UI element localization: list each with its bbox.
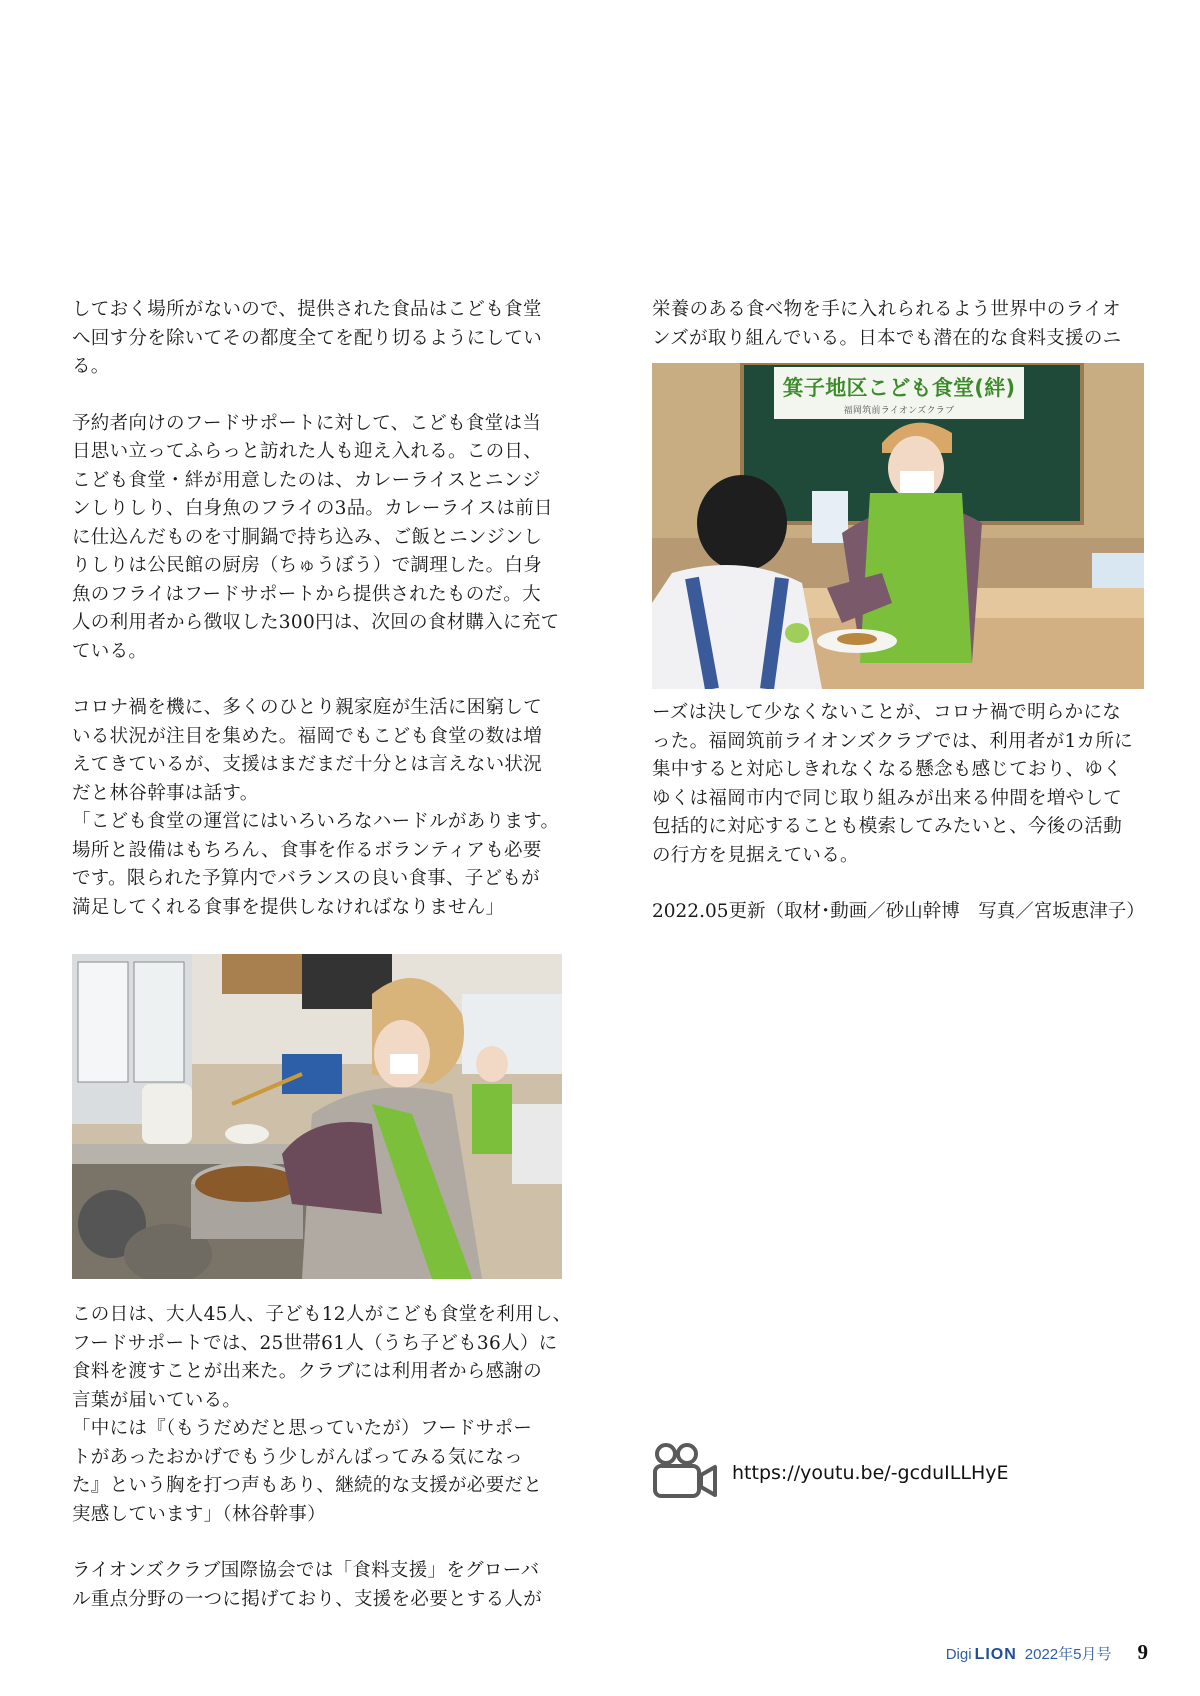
banner-subtitle: 福岡筑前ライオンズクラブ (843, 406, 955, 416)
magazine-name-digi: Digi (945, 1646, 972, 1663)
photo-serving-meal (652, 363, 1144, 689)
paragraph: 栄養のある食べ物を手に入れられるよう世界中のライオ ンズが取り組んでいる。日本でも潜在的な食料支援のニ (652, 299, 1122, 349)
left-column (72, 296, 572, 1614)
paragraph: ーズは決して少なくないことが、コロナ禍で明らかにな った。福岡筑前ライオンズクラブでは、利用者が1カ所に 集中すると対応しきれなくなる懸念も感じており、ゆく ゆくは福岡市内で同じ取り組みが出来る仲間を増やして 包括的に対応することも模索してみたいと、今後の活動 の行方を見据えている。 (652, 702, 1133, 866)
paragraph: しておく場所がないので、提供された食品はこども食堂 へ回す分を除いてその都度全てを配り切るようにしてい る。 (72, 299, 543, 377)
video-camera-icon (652, 1442, 718, 1504)
paragraph: ライオンズクラブ国際協会では「食料支援」をグローバ ル重点分野の一つに掲げており、支援を必要とする人が (72, 1560, 543, 1610)
banner-title: 箕子地区こども食堂(絆) (782, 376, 1016, 400)
paragraph: この日は、大人45人、子ども12人がこども食堂を利用し、 フードサポートでは、25世帯61人（うち子ども36人）に 食料を渡すことが出来た。クラブには利用者から感謝の 言葉が届いている。 「中には『（もうだめだと思っていたが）フードサポー トがあったおかげでもう少しがんばってみる気になっ た』という胸を打つ声もあり、継続的な支援が必要だと 実感しています」（林谷幹事） (72, 1304, 572, 1525)
kitchen-illustration (72, 954, 562, 1279)
page-footer (946, 1640, 1148, 1665)
magazine-name-lion: LION (974, 1646, 1017, 1663)
paragraph: コロナ禍を機に、多くのひとり親家庭が生活に困窮して いる状況が注目を集めた。福岡でもこども食堂の数は増 えてきているが、支援はまだまだ十分とは言えない状況 だと林谷幹事は話す。 「こども食堂の運営にはいろいろなハードルがあります。 場所と設備はもちろん、食事を作るボランティアも必要 です。限られた予算内でバランスの良い食事、子どもが 満足してくれる食事を提供しなければなりません」 (72, 697, 560, 918)
photo-credit: 2022.05更新（取材･動画／砂山幹博 写真／宮坂恵津子） (652, 901, 1145, 922)
photo-kitchen-cooking (72, 954, 562, 1279)
video-link[interactable] (652, 1440, 1072, 1506)
video-url[interactable]: https://youtu.be/-gcduILLHyE (732, 1462, 1009, 1484)
right-column (652, 296, 1147, 927)
serving-illustration (652, 363, 1144, 689)
issue-date: 2022年5月号 (1024, 1646, 1112, 1663)
page-number: 9 (1137, 1640, 1148, 1664)
paragraph: 予約者向けのフードサポートに対して、こども食堂は当 日思い立ってふらっと訪れた人も迎え入れる。この日、 こども食堂・絆が用意したのは、カレーライスとニンジ ンしりしり、白身魚のフライの3品。カレーライスは前日 に仕込んだものを寸胴鍋で持ち込み、ご飯とニンジンし りしりは公民館の厨房（ちゅうぼう）で調理した。白身 魚のフライはフードサポートから提供されたものだ。大 人の利用者から徴収した300円は、次回の食材購入に充て ている。 (72, 412, 560, 662)
